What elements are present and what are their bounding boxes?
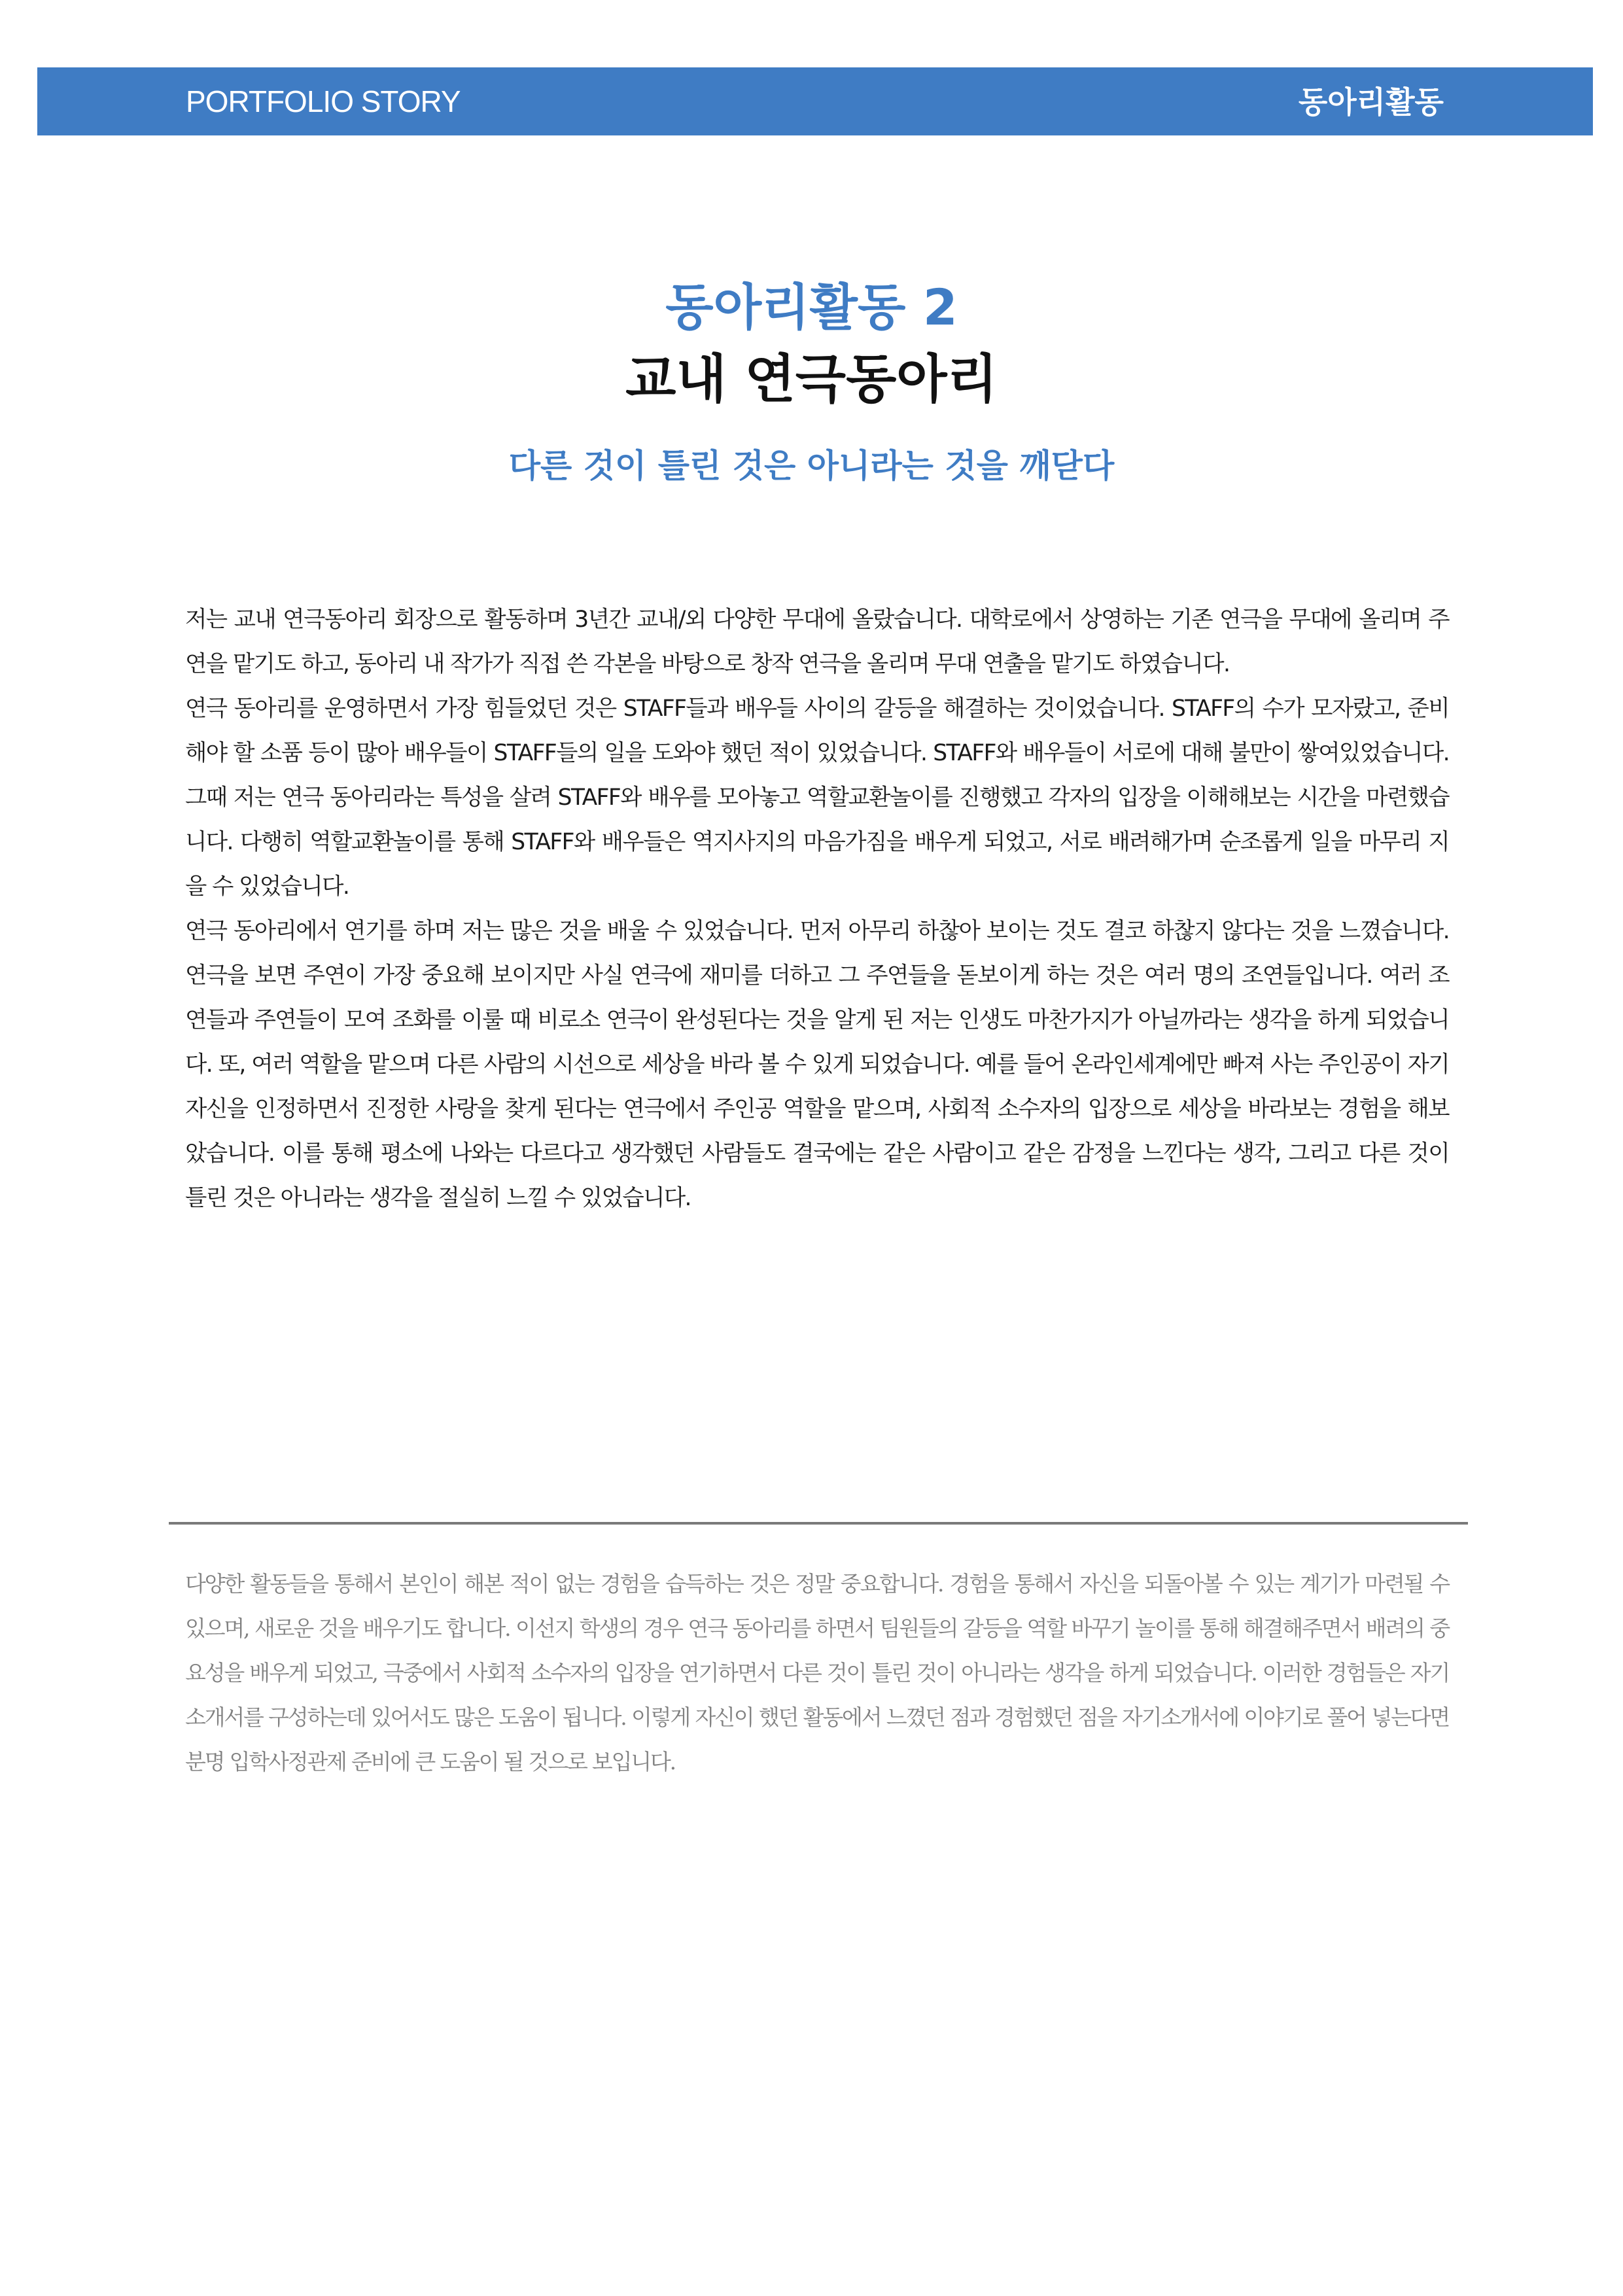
header-category-label: 동아리활동 xyxy=(1298,84,1444,120)
page-title: 교내 연극동아리 xyxy=(625,349,998,410)
body-text xyxy=(185,597,1449,1220)
section-title: 동아리활동 2 xyxy=(665,278,958,336)
body-paragraph-conflict: 연극 동아리를 운영하면서 가장 힘들었던 것은 STAFF들과 배우들 사이의 갈등을 해결하는 것이었습니다. STAFF의 수가 모자랐고, 준비해야 할 소품 등이 많아 배우들이 STAFF들의 일을 도와야 했던 적이 있었습니다. STAFF와 배우들이 서로에 대해 불만이 쌓여있었습니다. 그때 저는 연극 동아리라는 특성을 살려 STAFF와 배우를 모아놓고 역할교환놀이를 진행했고 각자의 입장을 이해해보는 시간을 마련했습니다. 다행히 역할교환놀이를 통해 STAFF와 배우들은 역지사지의 마음가짐을 배우게 되었고, 서로 배려해가며 순조롭게 일을 마무리 지을 수 있었습니다. xyxy=(185,696,1449,900)
section-divider xyxy=(169,1522,1468,1525)
header-bar xyxy=(37,67,1593,135)
header-portfolio-label: PORTFOLIO STORY xyxy=(186,84,461,118)
body-paragraph-lessons: 연극 동아리에서 연기를 하며 저는 많은 것을 배울 수 있었습니다. 먼저 아무리 하찮아 보이는 것도 결코 하찮지 않다는 것을 느꼈습니다. 연극을 보면 주연이 가장 중요해 보이지만 사실 연극에 재미를 더하고 그 주연들을 돋보이게 하는 것은 여러 명의 조연들입니다. 여러 조연들과 주연들이 모여 조화를 이룰 때 비로소 연극이 완성된다는 것을 알게 된 저는 인생도 마찬가지가 아닐까라는 생각을 하게 되었습니다. 또, 여러 역할을 맡으며 다른 사람의 시선으로 세상을 바라 볼 수 있게 되었습니다. 예를 들어 온라인세계에만 빠져 사는 주인공이 자기 자신을 인정하면서 진정한 사랑을 찾게 된다는 연극에서 주인공 역할을 맡으며, 사회적 소수자의 입장으로 세상을 바라보는 경험을 해보았습니다. 이를 통해 평소에 나와는 다르다고 생각했던 사람들도 결국에는 같은 사람이고 같은 감정을 느낀다는 생각, 그리고 다른 것이 틀린 것은 아니라는 생각을 절실히 느낄 수 있었습니다. xyxy=(185,918,1449,1211)
commentary-paragraph: 다양한 활동들을 통해서 본인이 해본 적이 없는 경험을 습득하는 것은 정말 중요합니다. 경험을 통해서 자신을 되돌아볼 수 있는 계기가 마련될 수 있으며, 새로운 것을 배우기도 합니다. 이선지 학생의 경우 연극 동아리를 하면서 팀원들의 갈등을 역할 바꾸기 놀이를 통해 해결해주면서 배려의 중요성을 배우게 되었고, 극중에서 사회적 소수자의 입장을 연기하면서 다른 것이 틀린 것이 아니라는 생각을 하게 되었습니다. 이러한 경험들은 자기소개서를 구성하는데 있어서도 많은 도움이 됩니다. 이렇게 자신이 했던 활동에서 느꼈던 점과 경험했던 점을 자기소개서에 이야기로 풀어 넣는다면 분명 입학사정관제 준비에 큰 도움이 될 것으로 보입니다. xyxy=(185,1571,1449,1775)
body-paragraph-intro: 저는 교내 연극동아리 회장으로 활동하며 3년간 교내/외 다양한 무대에 올랐습니다. 대학로에서 상영하는 기존 연극을 무대에 올리며 주연을 맡기도 하고, 동아리 내 작가가 직접 쓴 각본을 바탕으로 창작 연극을 올리며 무대 연출을 맡기도 하였습니다. xyxy=(185,607,1449,677)
commentary-note xyxy=(185,1562,1449,1784)
page-subtitle: 다른 것이 틀린 것은 아니라는 것을 깨닫다 xyxy=(508,447,1115,485)
